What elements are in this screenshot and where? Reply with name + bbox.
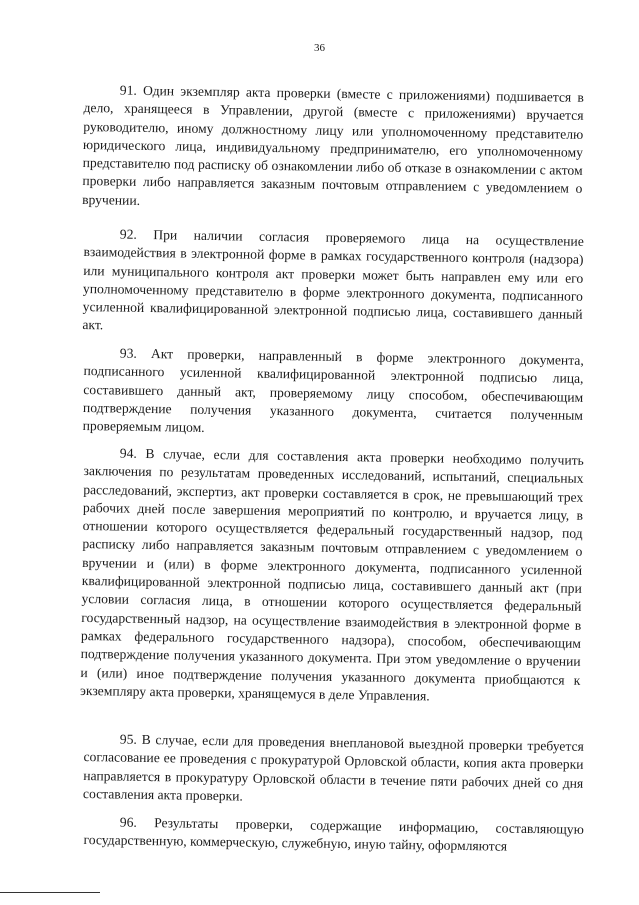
paragraph-93: 93. Акт проверки, направленный в форме электронного документа, подписанного усиленной квалифицированной электронной подписью лица, составившего данный акт, проверяемому лицу способом, обеспечивающим подтверждение получения указанного документа, считается полученным проверяемым лицом. [82, 345, 584, 435]
paragraph-94: 94. В случае, если для составления акта проверки необходимо получить заключения по результатам проведенных исследований, испытаний, специальных расследований, экспертиз, акт проверки составляется в срок, не превышающий трех рабочих дней после завершения мероприятий по контролю, и вручается лицу, в отношении которого осуществляется федеральный государственный надзор, под расписку либо направляется заказным почтовым отправлением с уведомлением о вручении и (или) в форме электронного документа, подписанного усиленной квалифицированной электронной подписью лица, составившего данный акт (при условии согласия лица, в отношении которого осуществляется федеральный государственный надзор, на осуществление взаимодействия в электронной форме в рамках федерального государственного надзора), способом, обеспечивающим подтверждение получения указанного документа. При этом уведомление о вручении и (или) иное подтверждение получения указанного документа приобщаются к экземпляру акта проверки, хранящемуся в деле Управления. [80, 445, 584, 703]
paragraph-91: 91. Один экземпляр акта проверки (вместе с приложениями) подшивается в дело, хранящееся в Управлении, другой (вместе с приложениями) вручается руководителю, иному должностному лицу или уполномоченному представителю юридического лица, индивидуальному предпринимателю, его уполномоченному представителю под расписку об ознакомлении либо об отказе в ознакомлении с актом проверки либо направляется заказным почтовым отправлением с уведомлением о вручении. [82, 82, 584, 208]
paragraph-92: 92. При наличии согласия проверяемого лица на осуществление взаимодействия в электронной форме в рамках государственного контроля (надзора) или муниципального контроля акт проверки может быть направлен ему или его уполномоченному представителю в форме электронного документа, подписанного усиленной квалифицированной электронной подписью лица, составившего данный акт. [82, 226, 584, 333]
paragraph-96: 96. Результаты проверки, содержащие информацию, составляющую государственную, коммерческую, служебную, иную тайну, оформляются [83, 814, 584, 854]
paragraph-95: 95. В случае, если для проведения внеплановой выездной проверки требуется согласование ее проведения с прокуратурой Орловской области, копия акта проверки направляется в прокуратуру Орловской области в течение пяти рабочих дней со дня составления акта проверки. [82, 731, 584, 803]
footnote-divider [0, 892, 100, 893]
page-number: 36 [314, 42, 325, 54]
